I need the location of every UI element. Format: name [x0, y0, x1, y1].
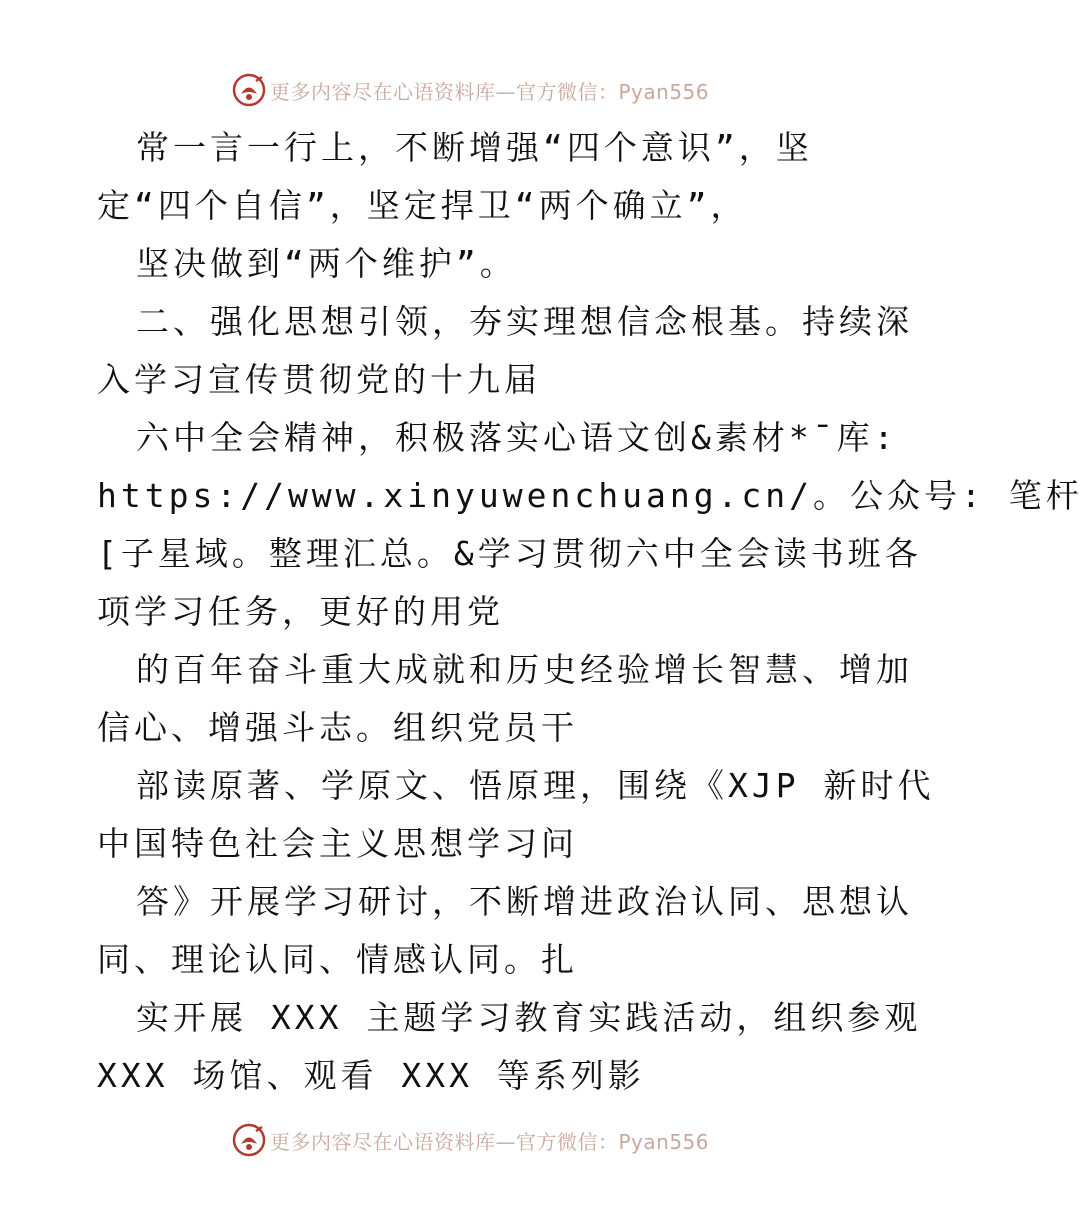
red-lotus-seal-icon — [232, 73, 266, 107]
watermark-banner-bottom — [232, 1120, 732, 1160]
watermark-separator: — — [495, 1129, 516, 1154]
text-line: 中国特色社会主义思想学习问 — [97, 824, 578, 863]
watermark-separator: — — [495, 79, 516, 104]
watermark-text — [270, 76, 709, 105]
text-line: 项学习任务，更好的用党 — [97, 592, 504, 631]
watermark-site-text: 更多内容尽在心语资料库 — [270, 1129, 496, 1154]
text-line: 坚决做到“两个维护”。 — [136, 244, 517, 283]
watermark-text — [270, 1126, 709, 1155]
text-line: 答》开展学习研讨，不断增进政治认同、思想认 — [136, 882, 913, 921]
text-line: 定“四个自信”，坚定捍卫“两个确立”， — [97, 186, 748, 225]
text-line: 常一言一行上，不断增强“四个意识”，坚 — [136, 128, 813, 167]
text-line: 同、理论认同、情感认同。扎 — [97, 940, 578, 979]
watermark-wechat-text: 官方微信：Pyan556 — [516, 79, 710, 104]
text-line: [子星域。整理汇总。&学习贯彻六中全会读书班各 — [97, 534, 922, 573]
text-line: 的百年奋斗重大成就和历史经验增长智慧、增加 — [136, 650, 913, 689]
text-line: 部读原著、学原文、悟原理，围绕《XJP 新时代 — [136, 766, 935, 805]
watermark-wechat-text: 官方微信：Pyan556 — [516, 1129, 710, 1154]
text-line: 二、强化思想引领，夯实理想信念根基。持续深 — [136, 302, 913, 341]
red-lotus-seal-icon — [232, 1123, 266, 1157]
text-line: 信心、增强斗志。组织党员干 — [97, 708, 578, 747]
text-line: https://www.xinyuwenchuang.cn/。公众号: 笔杆 — [97, 476, 1083, 515]
text-line: 入学习宣传贯彻党的十九届 — [97, 360, 541, 399]
text-line: 六中全会精神，积极落实心语文创&素材*¯库: — [136, 418, 898, 457]
watermark-site-text: 更多内容尽在心语资料库 — [270, 79, 496, 104]
text-line: XXX 场馆、观看 XXX 等系列影 — [97, 1056, 645, 1095]
text-line: 实开展 XXX 主题学习教育实践活动，组织参观 — [136, 998, 922, 1037]
watermark-banner-top — [232, 70, 732, 110]
